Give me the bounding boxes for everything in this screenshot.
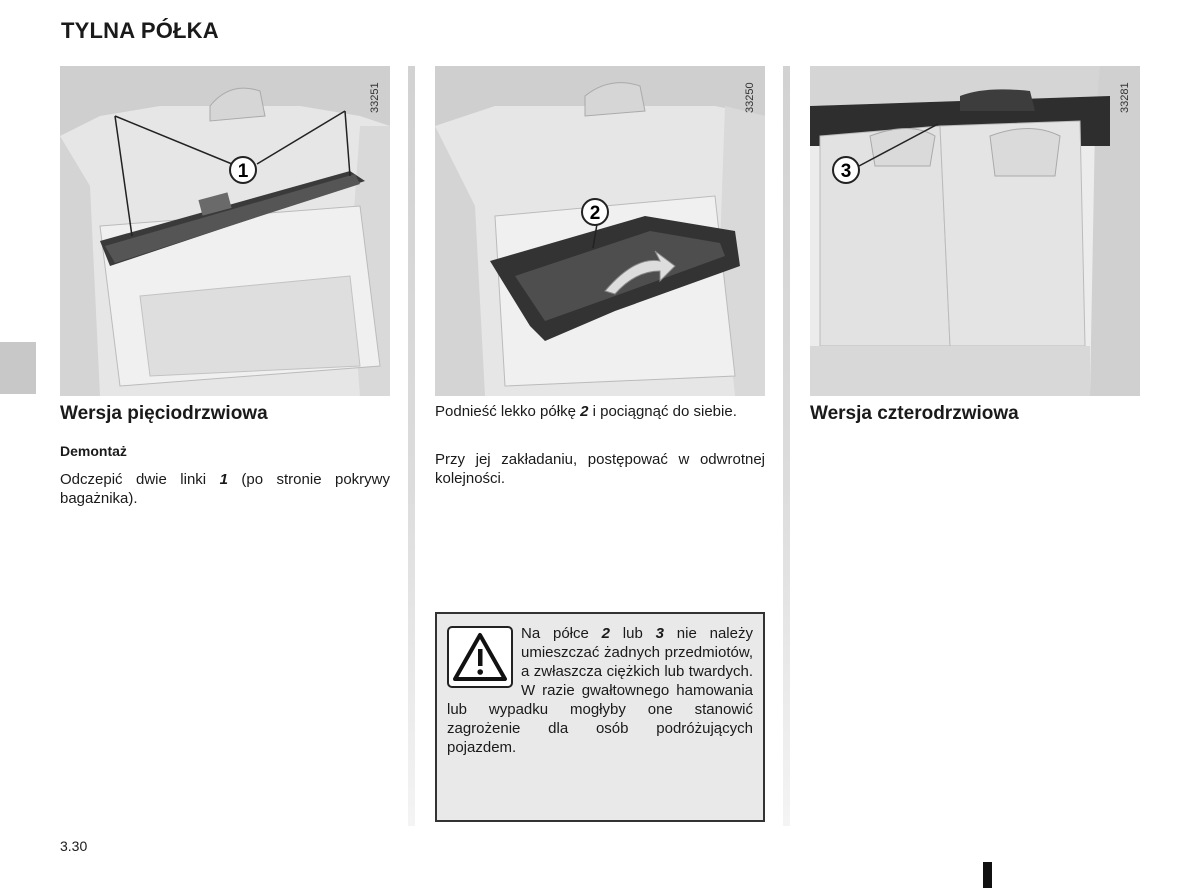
figure-code: 33250 [744, 82, 756, 113]
warning-text: Na półce 2 lub 3 nie należy umieszczać żadnych przedmiotów, a zwłaszcza ciężkich lub twardych. W razie gwałtownego hamowania lub wypadku mogłyby one stanowić zagrożenie dla osób podróżujących pojazdem. [447, 625, 753, 756]
page-number: 3.30 [60, 838, 88, 854]
figure-code: 33251 [369, 82, 381, 113]
paragraph-unhook-cords: Odczepić dwie linki 1 (po stronie pokrywy bagażnika). [60, 471, 390, 507]
chapter-tab [0, 342, 36, 394]
subheading-removal: Demontaż [60, 443, 127, 459]
page-edge-marker [983, 862, 992, 888]
callout-2: 2 [589, 203, 601, 224]
column-divider [408, 66, 415, 826]
column-divider [783, 66, 790, 826]
figure-code: 33281 [1119, 82, 1131, 113]
page-title: TYLNA PÓŁKA [61, 18, 219, 43]
figure-hatchback-trunk-open [60, 66, 390, 396]
section-heading-five-door: Wersja pięciodrzwiowa [60, 403, 268, 424]
section-heading-four-door: Wersja czterodrzwiowa [810, 403, 1019, 424]
callout-1: 1 [237, 161, 249, 182]
paragraph-refit: Przy jej zakładaniu, postępować w odwrotnej kolejności. [435, 451, 765, 487]
callout-3: 3 [840, 161, 852, 182]
paragraph-lift-shelf: Podnieść lekko półkę 2 i pociągnąć do siebie. [435, 403, 737, 420]
warning-box [435, 612, 765, 822]
figure-sedan-rear-shelf [810, 66, 1140, 396]
figure-shelf-lift [435, 66, 765, 396]
